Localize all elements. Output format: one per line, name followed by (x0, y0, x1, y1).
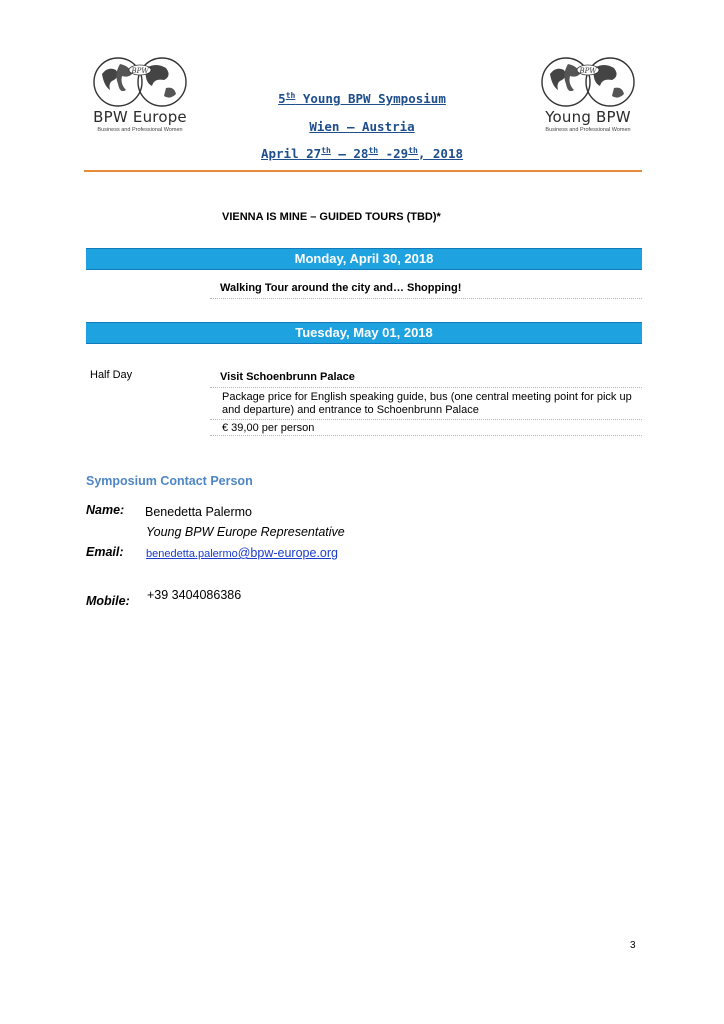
symposium-dates: April 27th – 28th -29th, 2018 (260, 146, 464, 161)
svg-text:BPW: BPW (131, 67, 149, 75)
logo-tagline: Business and Professional Women (545, 127, 631, 133)
tuesday-duration: Half Day (90, 369, 133, 381)
day-header-monday: Monday, April 30, 2018 (86, 248, 642, 270)
row-divider (210, 419, 642, 420)
contact-mobile: +39 3404086386 (147, 588, 242, 602)
logo-name: Young BPW (545, 108, 631, 126)
contact-email-link[interactable]: benedetta.palermo@bpw-europe.org (146, 546, 338, 560)
symposium-location: Wien – Austria (309, 119, 415, 134)
day-header-tuesday: Tuesday, May 01, 2018 (86, 322, 642, 344)
logo-tagline: Business and Professional Women (97, 127, 183, 133)
contact-name: Benedetta Palermo (145, 505, 253, 519)
tuesday-description: Package price for English speaking guide, bus (one central meeting point for pick up and departure) and entrance to Schoenbrunn Palace (222, 391, 632, 416)
mobile-label: Mobile: (86, 594, 130, 608)
row-divider (210, 387, 642, 388)
tour-title: VIENNA IS MINE – GUIDED TOURS (TBD)* (222, 211, 441, 223)
contact-role: Young BPW Europe Representative (146, 525, 345, 539)
email-label: Email: (86, 545, 124, 559)
monday-activity: Walking Tour around the city and… Shopping! (220, 282, 462, 294)
tuesday-price: € 39,00 per person (222, 422, 315, 434)
contact-heading: Symposium Contact Person (86, 474, 253, 488)
header-divider (84, 170, 642, 172)
symposium-title: 5th Young BPW Symposium (278, 91, 446, 106)
tuesday-activity: Visit Schoenbrunn Palace (220, 371, 355, 383)
row-divider (210, 298, 642, 299)
name-label: Name: (86, 503, 125, 517)
row-divider (210, 435, 642, 436)
page-number: 3 (630, 940, 636, 951)
svg-text:BPW: BPW (579, 67, 597, 75)
logo-name: BPW Europe (93, 108, 187, 126)
